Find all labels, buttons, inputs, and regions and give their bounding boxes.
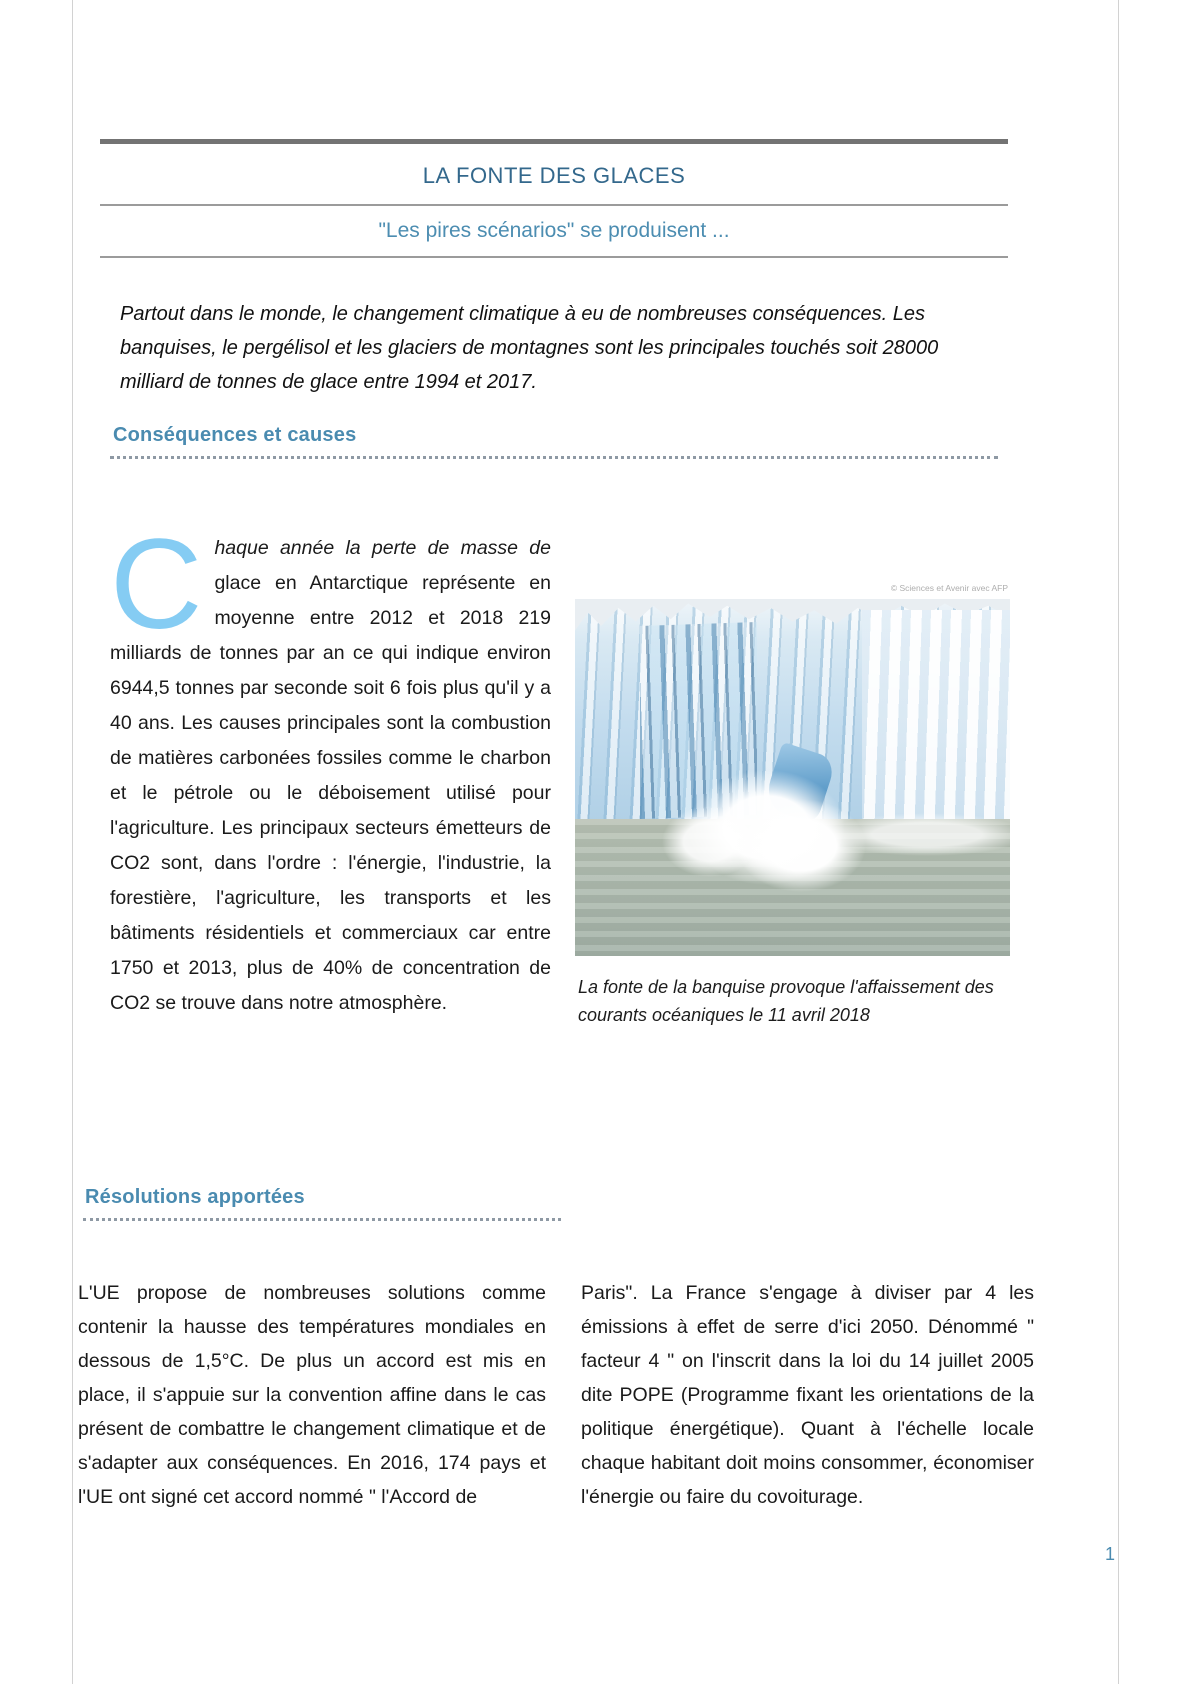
resolutions-column-right: Paris". La France s'engage à diviser par 4 les émissions à effet de serre d'ici 2050. Dénommé " facteur 4 " on l'inscrit dans la loi du 14 juillet 2005 dite POPE (Programme fixant les orientations de la politique énergétique). Quant à l'échelle locale chaque habitant doit moins consommer, économiser l'énergie ou faire du covoiturage. — [581, 1282, 1034, 1508]
photo-credit: © Sciences et Avenir avec AFP — [890, 583, 1008, 593]
intro-paragraph: Partout dans le monde, le changement climatique à eu de nombreuses conséquences. Les banquises, le pergélisol et les glaciers de montagnes sont les principales touchés soit 28000 milliard de tonnes de glace entre 1994 et 2017. — [120, 303, 939, 393]
subtitle-divider — [100, 256, 1008, 258]
page-number: 1 — [1104, 1544, 1115, 1564]
photo-caption: La fonte de la banquise provoque l'affaissement des courants océaniques le 11 avril 2018 — [578, 977, 994, 1025]
section-heading-resolutions: Résolutions apportées — [85, 1186, 305, 1208]
right-margin-guide — [1118, 0, 1119, 1684]
dotted-divider-2 — [83, 1218, 561, 1221]
glacier-bright-face — [862, 610, 1010, 824]
left-margin-guide — [72, 0, 73, 1684]
page-title: LA FONTE DES GLACES — [422, 163, 686, 188]
resolutions-column-left: L'UE propose de nombreuses solutions comme contenir la hausse des températures mondiales en dessous de 1,5°C. De plus un accord est mis en place, il s'appuie sur la convention affine dans le cas présent de combattre le changement climatique et de s'adapter aux conséquences. En 2016, 174 pays et l'UE ont signé cet accord nommé " l'Accord de — [78, 1282, 546, 1508]
drop-cap: C — [110, 513, 203, 656]
consequences-paragraph — [110, 513, 551, 1021]
header-top-rule — [100, 139, 1008, 144]
lead-italic-text: haque année la perte de masse de — [214, 537, 551, 559]
splash-mist — [827, 813, 1010, 856]
splash-cloud — [662, 806, 758, 877]
dotted-divider-1 — [110, 456, 998, 459]
glacier-calving-photo — [575, 599, 1010, 956]
title-divider — [100, 204, 1008, 206]
consequences-body-text: glace en Antarctique représente en moyenne entre 2012 et 2018 219 milliards de tonnes par an ce qui indique environ 6944,5 tonnes par seconde soit 6 fois plus qu'il y a 40 ans. Les causes principales sont la combustion de matières carbonées fossiles comme le charbon et le pétrole ou le déboisement utilisé pour l'agriculture. Les principaux secteurs émetteurs de CO2 sont, dans l'ordre : l'énergie, l'industrie, la forestière, l'agriculture, les transports et les bâtiments résidentiels et commerciaux car entre 1750 et 2013, plus de 40% de concentration de CO2 se trouve dans notre atmosphère. — [110, 572, 551, 1014]
section-heading-consequences: Conséquences et causes — [113, 424, 357, 446]
page-subtitle: "Les pires scénarios" se produisent ... — [378, 219, 730, 242]
